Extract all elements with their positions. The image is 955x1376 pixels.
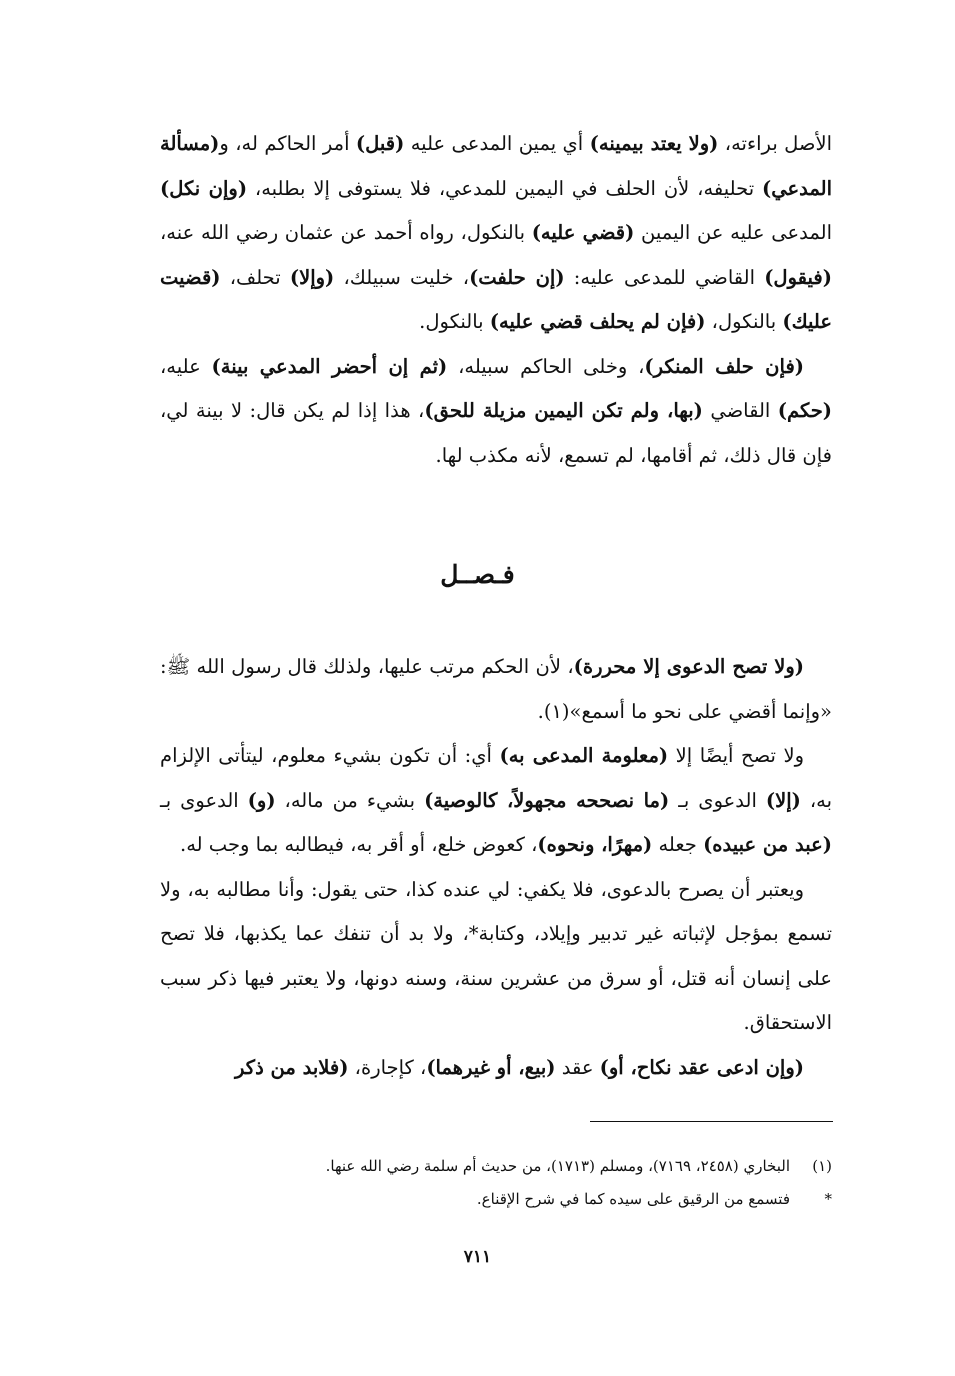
bold-text-run: (حكم)	[777, 399, 833, 422]
footnote-marker: *	[824, 1190, 832, 1208]
text-run: جعله	[652, 833, 704, 856]
paragraph	[160, 645, 832, 734]
text-run: ، هذا إذا لم يكن قال: لا بينة لي، فإن قال ذلك، ثم أقامها، لم تسمع، لأنه مكذب لها.	[160, 399, 832, 467]
bold-text-run: (و)	[247, 788, 276, 812]
section-heading: فـصــل	[440, 560, 515, 589]
text-run: ، خليت سبيلك،	[334, 265, 470, 289]
text-run: تحليفه، لأن الحلف في اليمين للمدعي، فلا يستوفى إلا بطلبه،	[247, 176, 763, 200]
text-run: ، كعوض خلع، أو أقر به، فيطالبه بما وجب له.	[180, 833, 538, 856]
footnote	[160, 1183, 832, 1216]
bold-text-run: (مهرًا، ونحوه)	[537, 833, 653, 856]
bold-text-run: (ما نصححه مجهولاً، كالوصية)	[424, 788, 670, 812]
text-run: ولا تصح أيضًا إلا	[668, 744, 805, 767]
text-run: بالنكول، رواه أحمد عن عثمان رضي الله عنه،	[160, 221, 532, 244]
text-run: أمر الحاكم له، و	[219, 132, 356, 155]
footnote	[160, 1150, 832, 1183]
footnote-text: البخاري (٢٤٥٨، ٧١٦٩)، ومسلم (١٧١٣)، من حديث أم سلمة رضي الله عنها.	[325, 1157, 790, 1175]
bold-text-run: (بها، ولم تكن اليمين مزيلة للحق)	[424, 399, 703, 422]
text-run: تحلف،	[220, 265, 290, 289]
text-run: بالنكول.	[419, 310, 490, 333]
text-run: ، لأن الحكم مرتب عليها، ولذلك قال رسول الله ﷺ: «وإنما أقضي على نحو ما أسمع»(١).	[160, 655, 832, 723]
text-run: ، كإجارة،	[348, 1055, 427, 1079]
text-run: بالنكول،	[705, 310, 783, 333]
page-number: ٧١١	[463, 1247, 492, 1267]
bold-text-run: (قضي عليه)	[531, 221, 635, 244]
footnote-text: فتسمع من الرقيق على سيده كما في شرح الإقناع.	[476, 1190, 790, 1208]
text-run: الدعوى بـ	[160, 788, 248, 812]
text-run: ويعتبر أن يصرح بالدعوى، فلا يكفي: لي عنده كذا، حتى يقول: وأنا مطالبه به، ولا تسمع بمؤجل لإثباته غير تدبير وإيلاد، وكتابة*، ولا بد أن تنفك عما يكذبها، فلا تصح على إنسان أنه قتل، أو سرق من عشرين سنة، وسنه دونها، ولا يعتبر فيها ذكر سبب الاستحقاق.	[160, 877, 832, 1034]
text-run: القاضي للمدعى عليه:	[564, 265, 765, 289]
text-run: عليه،	[160, 354, 212, 378]
bold-text-run: (ولا يعتد بيمينه)	[589, 132, 719, 155]
paragraph	[160, 345, 832, 479]
text-run: أي يمين المدعى عليه	[404, 132, 590, 155]
bold-text-run: (وإلا)	[289, 265, 335, 289]
text-block-top	[160, 122, 832, 478]
bold-text-run: (فإن لم يحلف قضي عليه)	[489, 310, 706, 333]
paragraph	[160, 868, 832, 1046]
bold-text-run: (عبد من عبيده)	[703, 833, 832, 856]
text-run: ، وخلى الحاكم سبيله،	[447, 354, 645, 378]
bold-text-run: (ثم إن أحضر المدعي بينة)	[211, 354, 448, 378]
footnotes	[160, 1150, 832, 1216]
text-run: القاضي	[702, 399, 778, 422]
bold-text-run: (فيقول)	[764, 265, 832, 289]
footnote-marker: (١)	[812, 1157, 832, 1175]
bold-text-run: (وإن نكل)	[160, 176, 248, 200]
bold-text-run: (قضيت عليك)	[160, 265, 832, 333]
footnote-divider	[590, 1121, 833, 1122]
bold-text-run: (قبل)	[355, 132, 405, 155]
text-run: الدعوى بـ	[669, 788, 766, 812]
text-run: المدعى عليه عن اليمين	[634, 221, 832, 244]
text-run: بشيء من ماله،	[275, 788, 425, 812]
bold-text-run: (مسألة المدعي)	[160, 132, 832, 200]
bold-text-run: (ولا تصح الدعوى إلا محررة)	[573, 655, 804, 678]
bold-text-run: (بيع، أو غيرهما)	[426, 1055, 556, 1079]
bold-text-run: (معلومة المدعى به)	[499, 744, 669, 767]
text-run: أي: أن تكون بشيء معلوم، ليتأتى الإلزام به،	[160, 744, 833, 812]
text-run: الأصل براءته،	[718, 132, 833, 155]
bold-text-run: (إلا)	[765, 788, 801, 812]
bold-text-run: (فإن حلف المنكر)	[644, 354, 804, 378]
paragraph	[160, 734, 832, 868]
text-block-bottom	[160, 645, 832, 1090]
paragraph	[160, 122, 832, 345]
text-run: عقد	[555, 1055, 600, 1079]
bold-text-run: (وإن ادعى عقد نكاح، أو)	[599, 1055, 804, 1079]
bold-text-run: (إن حلفت)	[469, 265, 565, 289]
paragraph	[160, 1046, 832, 1091]
bold-text-run: (فلابد من ذكر	[235, 1055, 349, 1079]
